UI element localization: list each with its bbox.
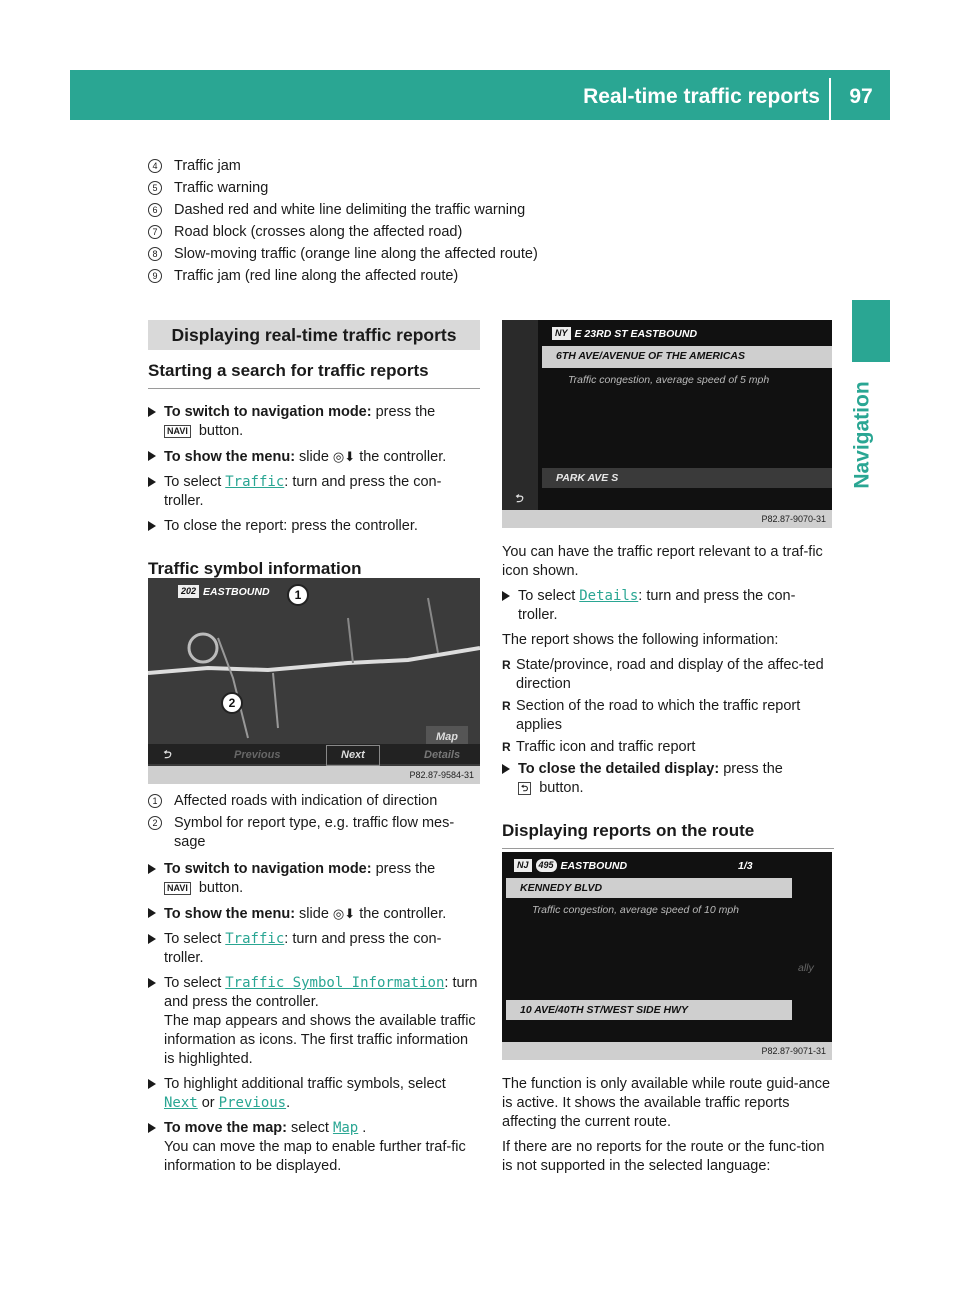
paragraph: You can have the traffic report relevant to a traf-fic icon shown. xyxy=(502,544,823,579)
section-tab-label: Navigation xyxy=(850,381,874,489)
controller-icon: ◎⬇ xyxy=(332,449,356,464)
navi-key-icon: NAVI xyxy=(164,882,191,895)
legend-item: 5 Traffic warning xyxy=(148,179,608,198)
legend-item: 2 Symbol for report type, e.g. traffic flow mes-sage xyxy=(148,814,480,852)
header-separator xyxy=(829,78,831,120)
right-column xyxy=(502,543,834,863)
callout-marker: 2 xyxy=(221,692,243,714)
state-badge-icon: NJ xyxy=(514,859,532,872)
step: To highlight additional traffic symbols, select Next or Previous. xyxy=(148,1075,480,1113)
road-badge-icon: 202 xyxy=(178,585,199,598)
legend-item: 8 Slow-moving traffic (orange line along the affected route) xyxy=(148,245,608,264)
page-title: Real-time traffic reports xyxy=(583,85,820,108)
heading-traffic-symbol: Traffic symbol information xyxy=(148,558,480,587)
legend-item: 1 Affected roads with indication of direction xyxy=(148,792,480,811)
back-icon[interactable]: ⮌ xyxy=(162,749,171,761)
menu-item-traffic: Traffic xyxy=(225,474,285,490)
report-row[interactable]: PARK AVE S xyxy=(542,468,832,488)
step: To close the report: press the controller. xyxy=(148,517,480,536)
step: To close the detailed display: press the ⮌ button. xyxy=(502,760,834,798)
heading-reports-route: Displaying reports on the route xyxy=(502,820,834,849)
menu-item-traffic-symbol-information: Traffic Symbol Information xyxy=(225,975,445,991)
menu-item-details: Details xyxy=(579,588,639,604)
legend-top xyxy=(148,157,608,289)
legend-item: 9 Traffic jam (red line along the affected route) xyxy=(148,267,608,286)
paragraph: The function is only available while route guid-ance is active. It shows the available traffic reports affecting the current route. xyxy=(502,1076,831,1130)
report-row-selected[interactable]: 6TH AVE/AVENUE OF THE AMERICAS xyxy=(542,346,832,368)
back-key-icon: ⮌ xyxy=(518,782,531,795)
legend-item: 7 Road block (crosses along the affected road) xyxy=(148,223,608,242)
step: To show the menu: slide ◎⬇ the controller. xyxy=(148,447,480,467)
bullet-item: R Traffic icon and traffic report xyxy=(502,739,696,755)
step: To select Traffic Symbol Information: turn and press the controller. The map appears and shows the available traffic information as icons. The first traffic information is highlighted. xyxy=(148,974,480,1069)
page-number: 97 xyxy=(849,85,873,108)
details-button[interactable]: Details xyxy=(424,749,461,761)
next-button[interactable]: Next xyxy=(326,745,380,766)
map-road-label: 202 EASTBOUND xyxy=(178,582,288,602)
state-badge-icon: NY xyxy=(552,327,571,340)
back-icon[interactable]: ⮌ xyxy=(514,493,523,505)
report-description: Traffic congestion, average speed of 5 mph xyxy=(568,374,770,386)
report-road: NY E 23RD ST EASTBOUND xyxy=(542,324,832,344)
left-column-lower xyxy=(148,792,480,1182)
report-description: Traffic congestion, average speed of 10 mph xyxy=(532,904,740,916)
menu-item-next: Next xyxy=(164,1095,198,1111)
step: To select Traffic: turn and press the con-troller. xyxy=(148,930,480,968)
map-screenshot xyxy=(148,578,480,784)
navi-key-icon: NAVI xyxy=(164,425,191,438)
section-title-box: Displaying real-time traffic reports xyxy=(148,320,480,350)
route-reports-screenshot xyxy=(502,852,832,1060)
figure-code: P82.87-9584-31 xyxy=(409,770,474,780)
report-row[interactable]: 10 AVE/40TH ST/WEST SIDE HWY xyxy=(506,1000,792,1020)
map-button[interactable]: Map xyxy=(426,726,468,749)
bullet-item: R Section of the road to which the traffic report applies xyxy=(502,698,801,733)
paragraph: The report shows the following information: xyxy=(502,632,779,648)
section-tab xyxy=(852,300,890,362)
highway-badge-icon: 495 xyxy=(536,859,557,872)
step: To switch to navigation mode: press the NAVI button. xyxy=(148,860,480,898)
step: To select Details: turn and press the con-troller. xyxy=(502,587,834,625)
left-column xyxy=(148,360,480,601)
legend-item: 6 Dashed red and white line delimiting the traffic warning xyxy=(148,201,608,220)
traffic-report-screenshot xyxy=(502,320,832,528)
legend-item: 4 Traffic jam xyxy=(148,157,608,176)
menu-item-previous: Previous xyxy=(218,1095,287,1111)
map-strip xyxy=(502,320,538,510)
bullet-item: R State/province, road and display of the affec-ted direction xyxy=(502,657,824,692)
report-count: 1/3 xyxy=(738,860,753,872)
step: To switch to navigation mode: press the NAVI button. xyxy=(148,403,480,441)
step: To show the menu: slide ◎⬇ the controller. xyxy=(148,904,480,924)
figure-code: P82.87-9071-31 xyxy=(761,1046,826,1056)
step: To move the map: select Map . You can move the map to enable further traf-fic information to be displayed. xyxy=(148,1119,480,1176)
heading-start-search: Starting a search for traffic reports xyxy=(148,360,480,389)
report-road: NJ 495 EASTBOUND xyxy=(506,856,792,876)
callout-marker: 1 xyxy=(287,584,309,606)
menu-item-traffic: Traffic xyxy=(225,931,285,947)
right-column-lower xyxy=(502,1075,834,1182)
report-row-selected[interactable]: KENNEDY BLVD xyxy=(506,878,792,898)
previous-button[interactable]: Previous xyxy=(234,749,281,761)
figure-code: P82.87-9070-31 xyxy=(761,514,826,524)
step: To select Traffic: turn and press the con-troller. xyxy=(148,473,480,511)
controller-icon: ◎⬇ xyxy=(332,906,356,921)
menu-item-map: Map xyxy=(332,1120,359,1136)
background-text: ally xyxy=(798,962,814,974)
paragraph: If there are no reports for the route or the func-tion is not supported in the selected language: xyxy=(502,1139,825,1174)
